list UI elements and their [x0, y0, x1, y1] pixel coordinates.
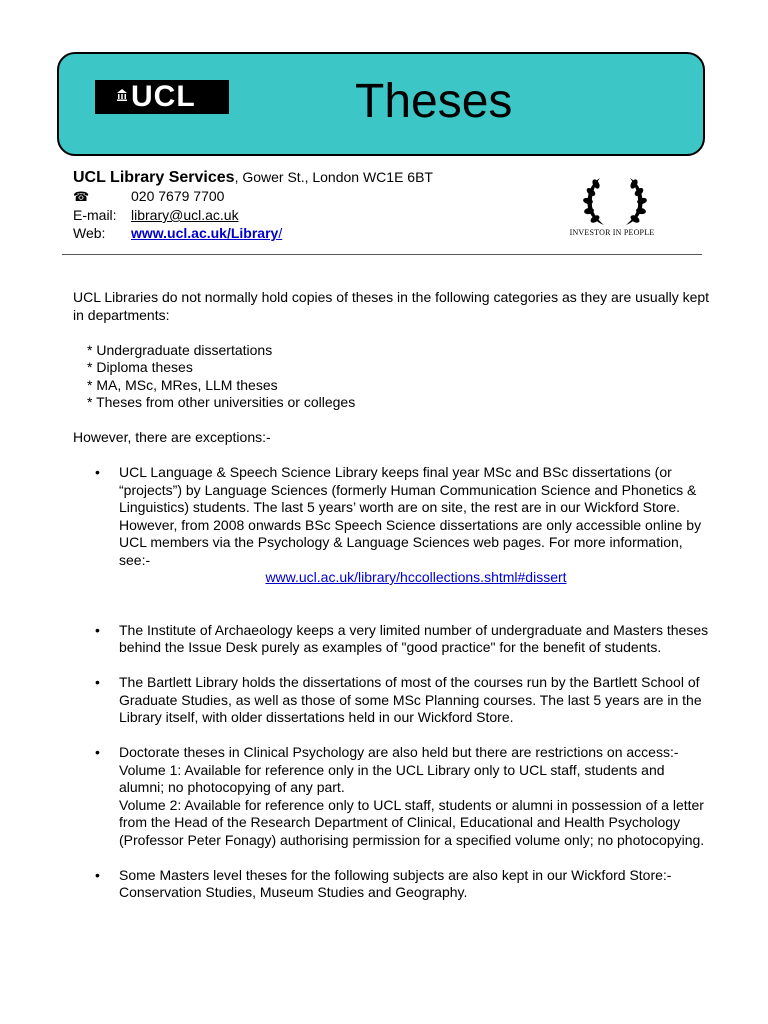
list-item: * Undergraduate dissertations — [87, 341, 273, 358]
phone-number: 020 7679 7700 — [131, 188, 225, 204]
email-link[interactable]: library@ucl.ac.uk — [131, 207, 239, 223]
exceptions-list — [73, 464, 713, 902]
exception-item — [73, 674, 713, 727]
email-line — [73, 206, 433, 224]
web-label: Web: — [73, 225, 106, 241]
iip-caption: INVESTOR IN PEOPLE — [569, 228, 655, 237]
address-line — [73, 168, 433, 187]
exception-text: The Institute of Archaeology keeps a very limited number of undergraduate and Masters theses behind the Issue Desk purely as examples of "good practice" for the benefit of students. — [119, 621, 709, 655]
logo-text: UCL — [131, 80, 196, 113]
web-link-slash: / — [278, 225, 283, 241]
exceptions-intro: However, there are exceptions:- — [73, 429, 271, 445]
exception-item — [73, 464, 713, 587]
category-list — [73, 342, 713, 412]
exception-text: • Doctorate theses in Clinical Psychology are also held but there are restrictions on access:- — [119, 744, 679, 760]
telephone-icon: ☎ — [73, 189, 90, 204]
exception-item — [73, 622, 713, 657]
exception-text: The Bartlett Library holds the dissertations of most of the courses run by the Bartlett School of Graduate Studies, as well as those of some MSc Planning courses. The last 5 years are in the Library itself, with older dissertations held in our Wickford Store. — [119, 674, 702, 725]
ucl-portico-icon — [117, 89, 127, 101]
intro-paragraph: UCL Libraries do not normally hold copies of theses in the following categories as they are usually kept in departments: — [73, 289, 710, 323]
exception-text: UCL Language & Speech Science Library keeps final year MSc and BSc dissertations (or “projects”) by Language Sciences (formerly Human Communication Science and Phonetics & Linguistics) students. The last 5 years’ worth are on site, the rest are in our Wickford Store. However, from 2008 onwards BSc Speech Science dissertations are only accessible online by UCL members via the Psychology & Language Sciences web pages. For more information, see:- — [119, 464, 702, 568]
ucl-logo — [95, 80, 229, 114]
link-line — [119, 569, 713, 587]
org-name: UCL Library Services — [73, 169, 235, 186]
dissertations-link[interactable]: www.ucl.ac.uk/library/hccollections.shtml#dissert — [265, 569, 567, 585]
page-title: Theses — [355, 75, 513, 128]
subjects-list: Conservation Studies, Museum Studies and Geography. — [119, 884, 468, 900]
email-label: E-mail: — [73, 207, 117, 223]
contact-block — [73, 168, 433, 242]
main-content — [73, 289, 713, 919]
exception-text: • Some Masters level theses for the following subjects are also kept in our Wickford Store:- — [119, 866, 672, 883]
web-link-text: www.ucl.ac.uk/Library — [131, 225, 279, 241]
list-item: * Diploma theses — [87, 359, 193, 375]
address: , Gower St., London WC1E 6BT — [234, 169, 433, 185]
web-line — [73, 224, 433, 242]
volume-2-note: Volume 2: Available for reference only to UCL staff, students or alumni in possession of a letter from the Head of the Research Department of Clinical, Educational and Health Psychology (Professor Peter Fonagy) authorising permission for a specified volume only; no photocopying. — [119, 796, 705, 848]
list-item: * Theses from other universities or colleges — [87, 394, 356, 410]
divider — [62, 254, 702, 255]
volume-1-note: Volume 1: Available for reference only in the UCL Library only to UCL staff, students and alumni; no photocopying of any part. — [119, 761, 665, 795]
exception-item — [73, 867, 713, 902]
exception-item — [73, 744, 713, 849]
phone-line — [73, 187, 433, 206]
list-item: * MA, MSc, MRes, LLM theses — [87, 376, 278, 393]
web-link[interactable] — [131, 225, 282, 241]
header-banner — [57, 52, 705, 156]
